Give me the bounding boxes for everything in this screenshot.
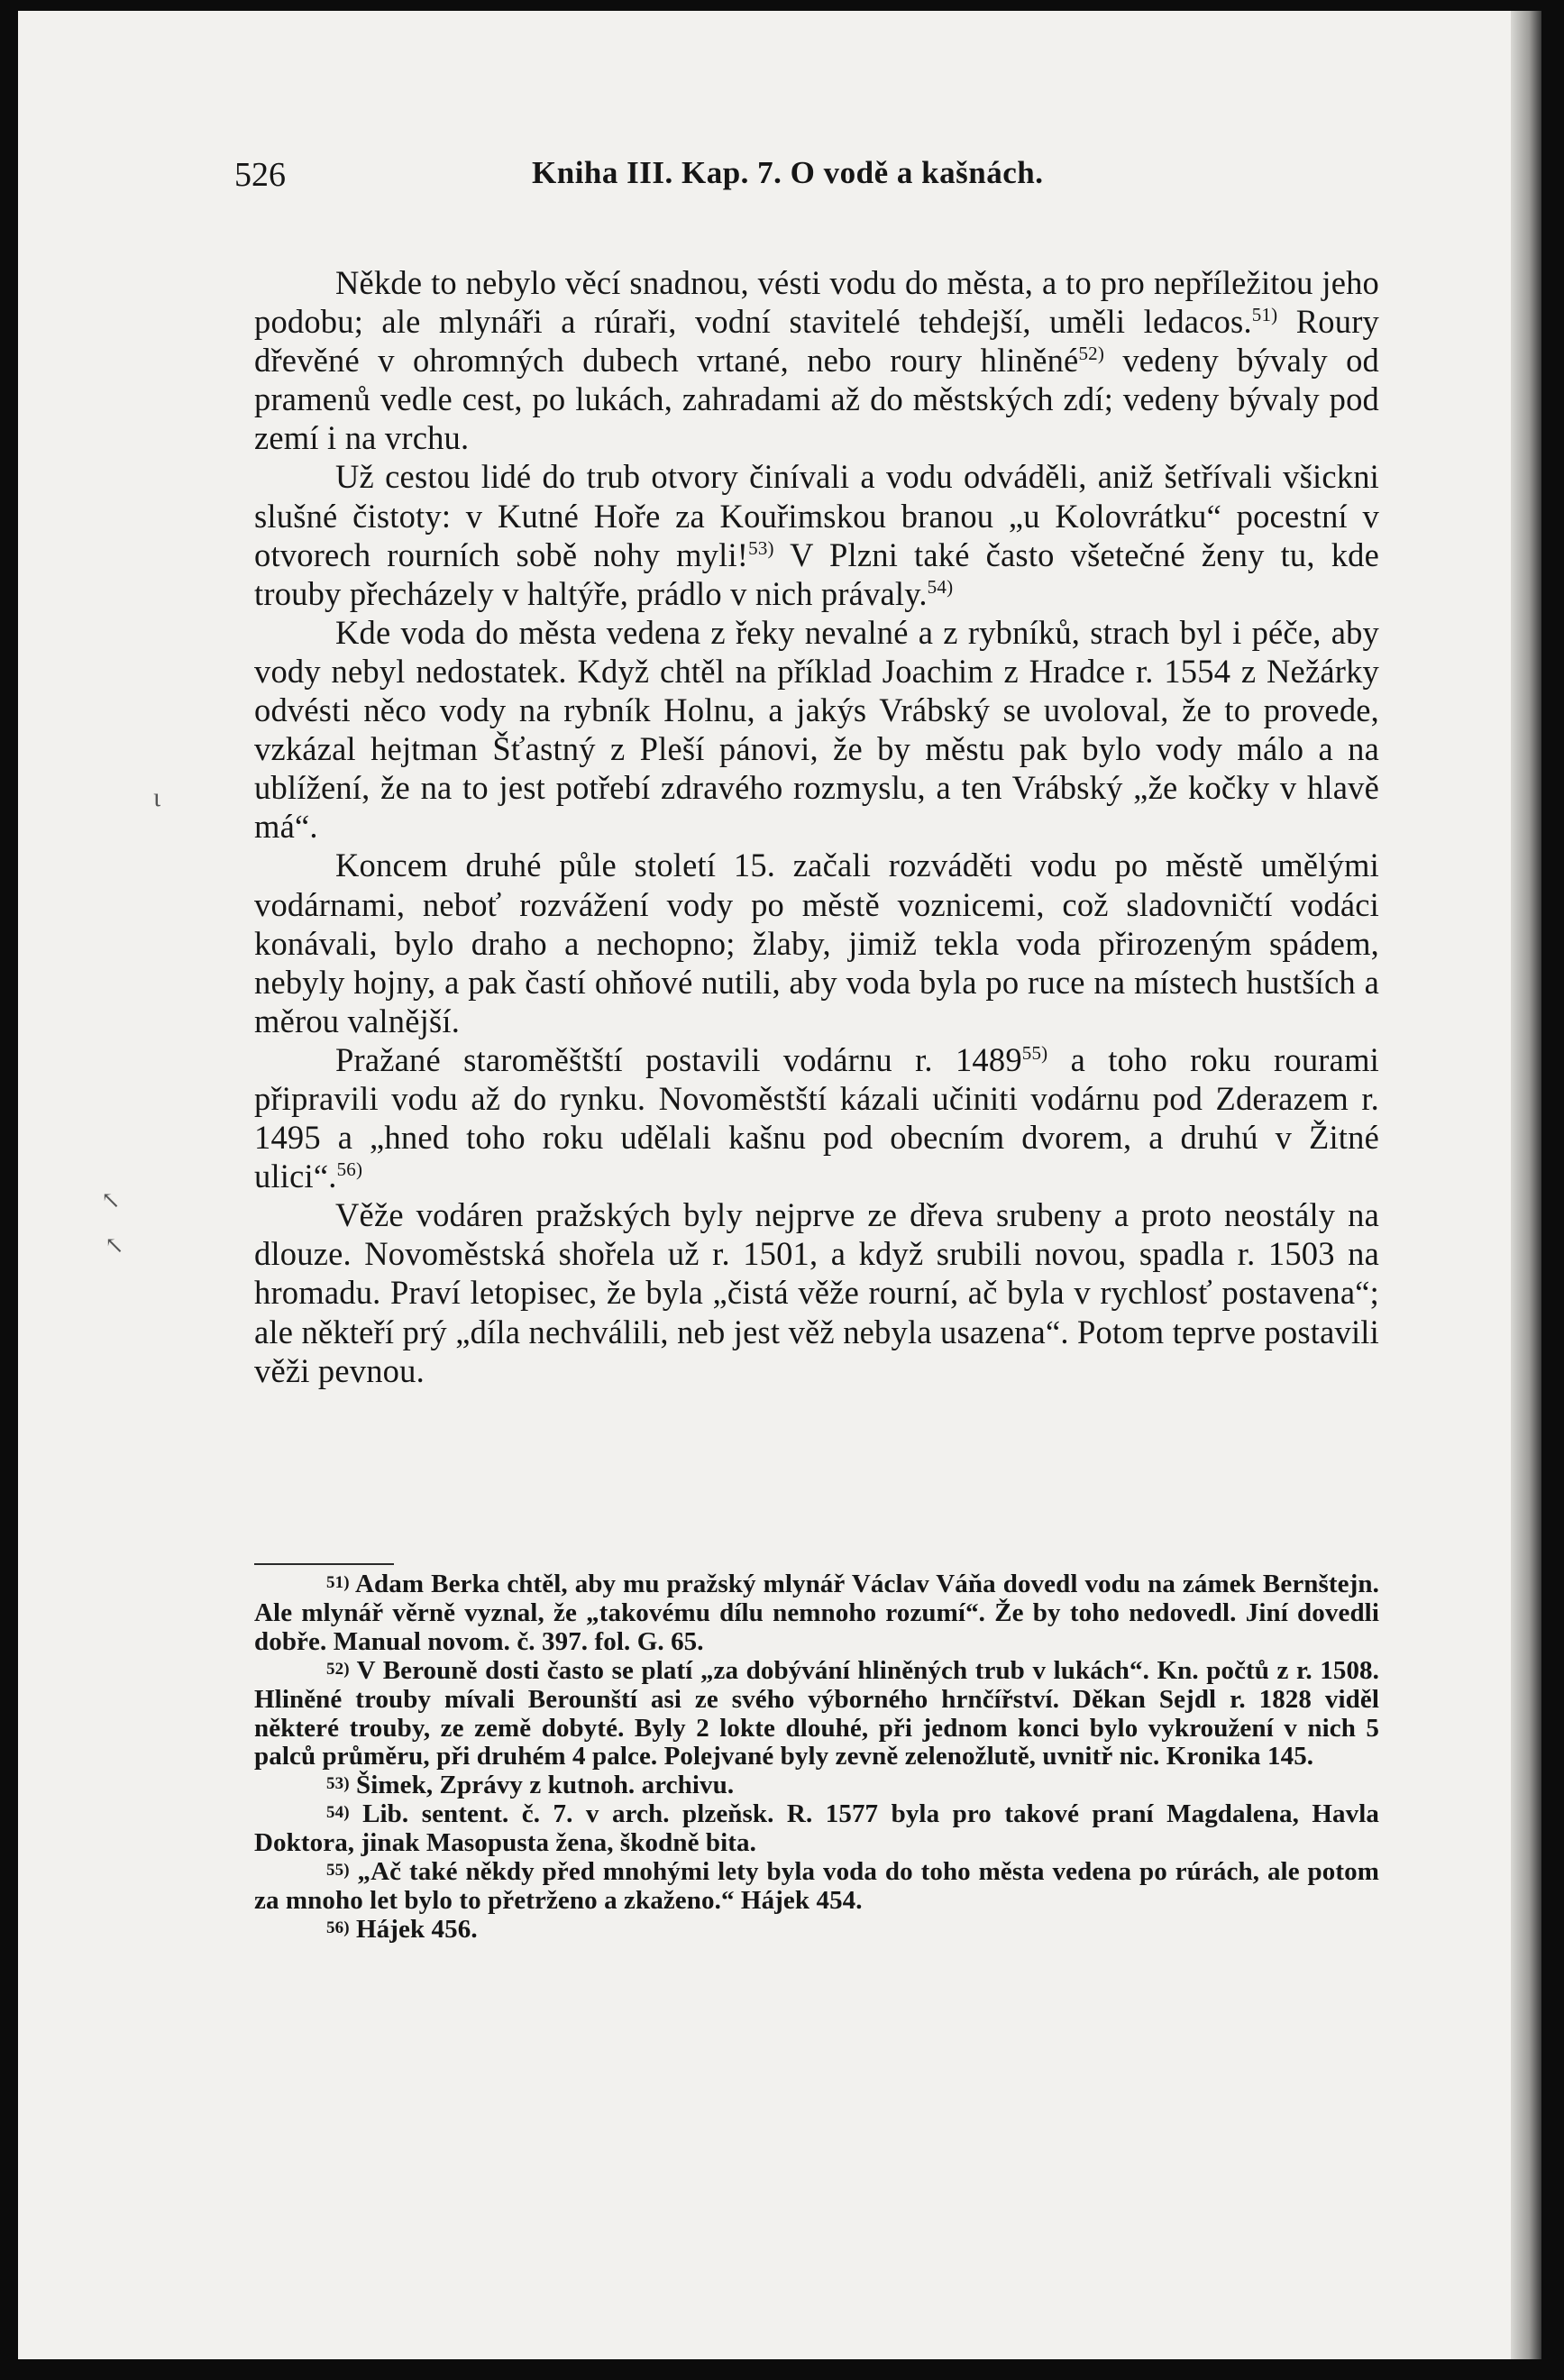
footnote-text: Adam Berka chtěl, aby mu pražský mlynář Václav Váňa dovedl vodu na zámek Bernštejn. Ale mlynář věrně vyznal, že „takovému dílu nemnoho rozumí“. Že by toho nedovedl. Jiní dovedli dobře. Manual novom. č. 397. fol. G. 65. — [254, 1570, 1379, 1656]
footnote-mark: 52) — [326, 1659, 350, 1679]
text-run: Roury dřevěné v ohromných dubech vrtané, nebo roury hliněné — [254, 303, 1380, 380]
text-run: Koncem druhé půle století 15. začali rozváděti vodu po městě umělými vodárnami, neboť rozvážení vody po městě voznicemi, což sladovničtí vodáci konávali, bylo draho a nechopno; žlaby, jimiž tekla voda přirozeným spádem, nebyly hojny, a pak častí ohňové nutili, aby voda byla po ruce na místech hustších a měrou valnější. — [254, 847, 1379, 1039]
footnote-text: Lib. sentent. č. 7. v arch. plzeňsk. R. 1577 byla pro takové praní Magdalena, Havla Doktora, jinak Masopusta žena, škodně bita. — [254, 1799, 1379, 1858]
page-edge — [1511, 11, 1541, 2359]
page-number: 526 — [234, 156, 286, 194]
footnote-mark: 54) — [326, 1803, 350, 1823]
margin-pencil-mark: ↖ — [105, 1232, 124, 1259]
footnote-divider — [254, 1563, 394, 1565]
text-run: Kde voda do města vedena z řeky nevalné a z rybníků, strach byl i péče, aby vody nebyl nedostatek. Když chtěl na příklad Joachim z Hradce r. 1554 z Nežárky odvésti něco vody na rybník Holnu, a jakýs Vrábský se uvoloval, že to provede, vzkázal hejtman Šťastný z Pleší pánovi, že by městu pak bylo vody málo a na ublížení, že na to jest potřebí zdravého rozmyslu, a ten Vrábský „že kočky v hlavě má“. — [254, 613, 1379, 846]
footnote-ref: 56) — [336, 1158, 363, 1180]
book-page — [18, 11, 1541, 2359]
paragraph — [254, 457, 1379, 612]
footnote-ref: 54) — [927, 575, 954, 598]
text-run: vedeny bývaly od pramenů vedle cest, po lukách, zahradami až do městských zdí; vedeny bývaly pod zemí i na vrchu. — [254, 342, 1379, 457]
main-text — [254, 263, 1379, 1390]
footnote-mark: 56) — [326, 1918, 350, 1937]
footnote-ref: 55) — [1021, 1041, 1048, 1064]
footnote-text: „Ač také někdy před mnohými lety byla voda do toho města vedena po rúrách, ale potom za mnoho let bylo to přetrženo a zkaženo.“ Hájek 454. — [254, 1857, 1379, 1915]
paragraph — [254, 846, 1379, 1039]
footnote — [254, 1771, 1379, 1800]
footnote — [254, 1800, 1379, 1858]
text-run: Někde to nebylo věcí snadnou, vésti vodu do města, a to pro nepříležitou jeho podobu; ale mlynáři a rúraři, vodní stavitelé tehdejší, uměli ledacos. — [254, 264, 1379, 341]
footnote — [254, 1570, 1379, 1657]
paragraph — [254, 613, 1379, 847]
footnote-text: V Berouně dosti často se platí „za dobývání hliněných trub v lukách“. Kn. počtů z r. 1508. Hliněné trouby mívali Berounští asi ze svého výborného hrnčířství. Děkan Sejdl r. 1828 viděl některé trouby, ze země dobyté. Byly 2 lokte dlouhé, při jednom konci bylo vykroužení v nich 5 palců průměru, při druhém 4 palce. Polejvané byly zevně zelenožlutě, uvnitř nic. Kronika 145. — [254, 1655, 1379, 1771]
text-run: a toho roku rourami připravili vodu až do rynku. Novoměstští kázali učiniti vodárnu pod Zderazem r. 1495 a „hned toho roku udělali kašnu pod obecním dvorem, a druhú v Žitné ulici“. — [254, 1040, 1379, 1195]
running-head: Kniha III. Kap. 7. O vodě a kašnách. — [532, 155, 1044, 190]
text-run: Pražané staroměštští postavili vodárnu r. 1489 — [335, 1040, 1022, 1078]
footnote — [254, 1657, 1379, 1772]
text-run: V Plzni také často všetečné ženy tu, kde trouby přecházely v haltýře, prádlo v nich právaly. — [254, 536, 1380, 612]
text-run: Věže vodáren pražských byly nejprve ze dřeva srubeny a proto neostály na dlouze. Novoměstská shořela už r. 1501, a když srubili novou, spadla r. 1503 na hromadu. Praví letopisec, že byla „čistá věže rourní, ač byla v rychlosť postavena“; ale někteří prý „díla nechválili, neb jest věž nebyla usazena“. Potom teprve postavili věži pevnou. — [254, 1196, 1379, 1389]
footnote-mark: 55) — [326, 1861, 350, 1881]
footnote-mark: 53) — [326, 1774, 350, 1794]
margin-pencil-mark: ↖ — [101, 1187, 121, 1213]
footnotes — [254, 1570, 1379, 1945]
footnote-ref: 51) — [1251, 303, 1278, 325]
footnote-text: Šimek, Zprávy z kutnoh. archivu. — [349, 1771, 735, 1800]
paragraph — [254, 263, 1379, 457]
paragraph — [254, 1195, 1379, 1389]
footnote — [254, 1916, 1379, 1945]
footnote-ref: 53) — [748, 536, 774, 559]
footnote-text: Hájek 456. — [349, 1914, 478, 1944]
text-run: Už cestou lidé do trub otvory činívali a vodu odváděli, aniž šetřívali všickni slušné čistoty: v Kutné Hoře za Kouřimskou branou „u Kolovrátku“ pocestní v otvorech rourních sobě nohy myli! — [254, 458, 1379, 573]
margin-pencil-mark: ι — [153, 783, 161, 812]
page-header — [234, 155, 1388, 200]
footnote — [254, 1858, 1379, 1916]
footnote-mark: 51) — [326, 1573, 350, 1592]
paragraph — [254, 1040, 1379, 1195]
footnote-ref: 52) — [1078, 343, 1105, 365]
